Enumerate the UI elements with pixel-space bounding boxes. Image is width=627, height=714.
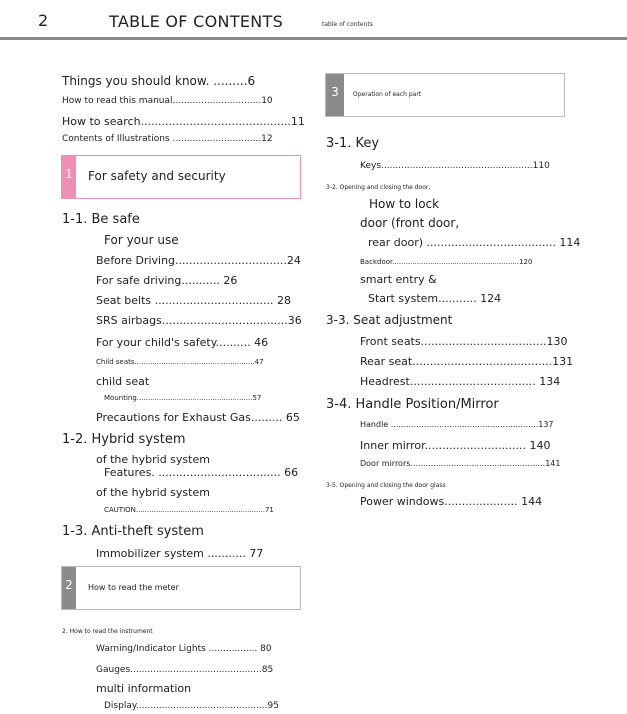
toc-entry[interactable]: Backdoor.........................................................120	[360, 258, 533, 266]
section-3-banner[interactable]	[325, 73, 565, 117]
toc-entry[interactable]: Power windows..................... 144	[360, 495, 543, 508]
toc-entry[interactable]: of the hybrid system	[96, 453, 210, 466]
toc-entry[interactable]: Immobilizer system ........... 77	[96, 547, 264, 560]
section-2-title: How to read the meter	[88, 583, 179, 592]
toc-entry[interactable]: Headrest.................................... 134	[360, 375, 561, 388]
page-title: TABLE OF CONTENTS	[109, 12, 284, 31]
page-number: 2	[38, 11, 49, 30]
toc-entry[interactable]: Gauges..............................................85	[96, 665, 274, 675]
toc-entry[interactable]: Rear seat........................................131	[360, 355, 574, 368]
toc-entry[interactable]: smart entry &	[360, 273, 437, 286]
toc-entry[interactable]: How to lock	[369, 197, 440, 211]
toc-entry[interactable]: door (front door,	[360, 216, 460, 230]
header-rule	[0, 37, 627, 40]
section-1-title: For safety and security	[88, 169, 226, 183]
running-head: table of contents	[322, 21, 373, 28]
toc-entry[interactable]: Front seats....................................130	[360, 335, 568, 348]
toc-entry[interactable]: For your use	[104, 233, 179, 247]
chapter-heading-3-3[interactable]: 3-3. Seat adjustment	[326, 313, 453, 327]
toc-entry[interactable]: Before Driving................................24	[96, 254, 301, 267]
toc-entry[interactable]: CAUTION..........................................................71	[104, 506, 274, 514]
toc-entry[interactable]: Door mirrors.....................................................141	[360, 459, 561, 468]
chapter-heading-1-2[interactable]: 1-2. Hybrid system	[62, 432, 186, 447]
chapter-heading-3-4[interactable]: 3-4. Handle Position/Mirror	[326, 397, 499, 412]
chapter-heading-1-3[interactable]: 1-3. Anti-theft system	[62, 524, 204, 539]
subsection-heading: 3-5. Opening and closing the door glass	[326, 482, 446, 489]
toc-entry[interactable]: Precautions for Exhaust Gas......... 65	[96, 411, 300, 424]
toc-entry[interactable]: Contents of Illustrations ...............................12	[62, 134, 273, 144]
toc-entry[interactable]: Features. ................................... 66	[104, 466, 299, 479]
toc-entry[interactable]: Display..............................................95	[104, 701, 279, 711]
toc-entry[interactable]: For safe driving........... 26	[96, 274, 238, 287]
toc-entry[interactable]: of the hybrid system	[96, 486, 210, 499]
subsection-heading: 2. How to read the instrument	[62, 628, 153, 635]
section-1-banner[interactable]	[61, 155, 301, 199]
toc-entry[interactable]: Keys.....................................................110	[360, 161, 550, 171]
toc-entry[interactable]: How to read this manual...............................10	[62, 96, 273, 106]
toc-entry[interactable]: Start system........... 124	[368, 292, 502, 305]
toc-entry[interactable]: multi information	[96, 682, 192, 695]
toc-entry[interactable]: child seat	[96, 375, 150, 388]
toc-entry[interactable]: rear door) ..................................... 114	[368, 236, 581, 249]
section-2-banner[interactable]	[61, 566, 301, 610]
section-2-number: 2	[62, 567, 76, 609]
toc-entry[interactable]: How to search...........................................11	[62, 115, 305, 128]
subsection-heading: 3-2. Opening and closing the door,	[326, 184, 431, 191]
toc-entry[interactable]: Warning/Indicator Lights ................. 80	[96, 644, 272, 654]
toc-entry[interactable]: For your child's safety.......... 46	[96, 336, 269, 349]
toc-entry[interactable]: Handle ..........................................................137	[360, 420, 554, 429]
toc-entry[interactable]: Things you should know. .........6	[62, 74, 256, 88]
toc-entry[interactable]: Inner mirror............................. 140	[360, 439, 551, 452]
section-3-number: 3	[326, 74, 344, 116]
toc-entry[interactable]: SRS airbags....................................36	[96, 314, 302, 327]
chapter-heading-3-1[interactable]: 3-1. Key	[326, 136, 380, 151]
toc-entry[interactable]: Seat belts .................................. 28	[96, 294, 292, 307]
section-3-title: Operation of each part	[353, 91, 422, 98]
toc-entry[interactable]: Child seats......................................................47	[96, 358, 264, 366]
section-1-number: 1	[62, 156, 76, 198]
chapter-heading-1-1[interactable]: 1-1. Be safe	[62, 212, 140, 227]
toc-entry[interactable]: Mounting....................................................57	[104, 394, 262, 402]
